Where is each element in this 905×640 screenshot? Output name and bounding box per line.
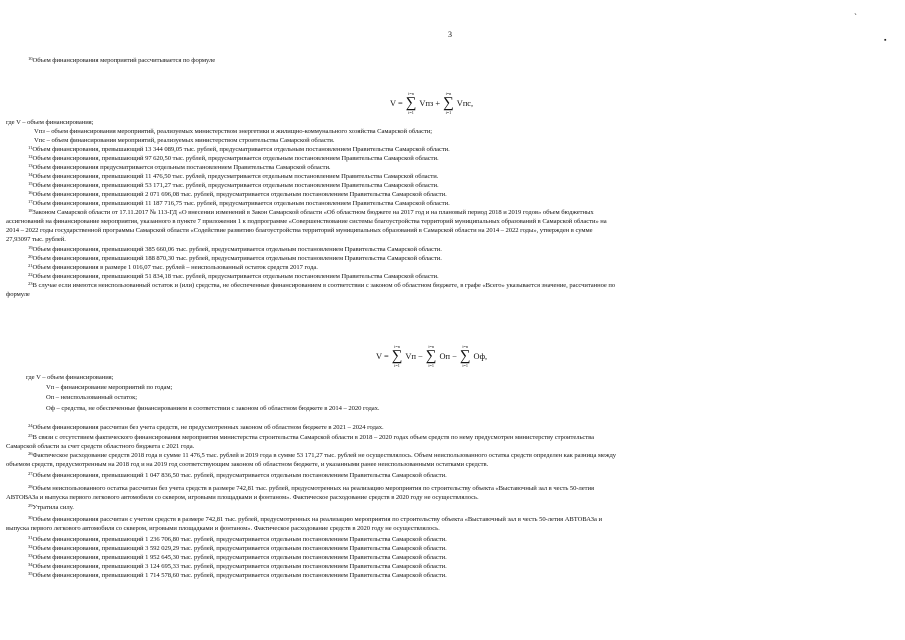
footnote-line: $^{35}$Объем финансирования, превышающий 1 714 578,60 тыс. рублей, предусматривается отдельным постановлением Правительства Самарской области.	[28, 570, 447, 579]
footnote-line: ассигнований на финансирование мероприятия, указанного в пункте 7 приложения 1 к подпрограмме «Совершенствование системы благоустройства территорий муниципальных образований в Самарской области» на	[6, 218, 607, 225]
formula-term: Vпс,	[456, 98, 474, 108]
formula-volume-1	[388, 86, 475, 120]
page-number: 3	[448, 30, 452, 39]
footnote-line: Самарской области за счет средств областного бюджета с 2021 года.	[6, 443, 195, 450]
footnote-line: $^{11}$Объем финансирования, превышающий 13 344 089,05 тыс. рублей, предусматривается отдельным постановлением Правительства Самарской области.	[28, 144, 450, 153]
footnote-line: $^{30}$Объем финансирования рассчитан с учетом средств в размере 742,81 тыс. рублей, предусмотренных на реализацию мероприятия по строительству объекта «Выставочный зал в честь 50-летия АВТОВАЗа и	[28, 514, 602, 523]
footnote-line: $^{13}$Объем финансирования предусматривается отдельным постановлением Правительства Самарской области.	[28, 162, 331, 171]
formula-term: Vпз +	[419, 98, 441, 108]
footnote-line: $^{20}$Объем финансирования, превышающий 188 870,30 тыс. рублей, предусматривается отдельным постановлением Правительства Самарской области.	[28, 253, 442, 262]
footnote-line: где V – объем финансирования;	[26, 374, 114, 381]
footnote-line: Оп – неиспользованный остаток;	[46, 394, 138, 401]
footnote-line: где V – объем финансирования;	[6, 119, 94, 126]
footnote-line: $^{14}$Объем финансирования, превышающий 11 476,50 тыс. рублей, предусматривается отдельным постановлением Правительства Самарской области.	[28, 171, 439, 180]
footnote-line: $^{12}$Объем финансирования, превышающий 97 620,50 тыс. рублей, предусматривается отдельным постановлением Правительства Самарской области.	[28, 153, 439, 162]
formula-lhs: V =	[376, 351, 389, 361]
formula-term: Vп −	[405, 351, 423, 361]
footnote-line: $^{21}$Объем финансирования в размере 1 016,07 тыс. рублей – неиспользованный остаток средств 2017 года.	[28, 262, 318, 271]
sum-symbol: i=n ∑ i=1	[391, 344, 403, 368]
footnote-line: $^{17}$Объем финансирования, превышающий 11 187 716,75 тыс. рублей, предусматривается отдельным постановлением Правительства Самарской области.	[28, 198, 450, 207]
footnote-line: $^{25}$В связи с отсутствием фактического финансирования мероприятия министерства строительства Самарской области в 2018 – 2020 годах объем средств по нему предусмотрен министерству строительства	[28, 432, 594, 441]
footnote-line: $^{10}$Объем финансирования мероприятий рассчитывается по формуле	[28, 55, 216, 64]
footnote-line: $^{18}$Законом Самарской области от 17.11.2017 № 113-ГД «О внесении изменений в Закон Самарской области «Об областном бюджете на 2017 год и на плановый период 2018 и 2019 годов» объем бюджетных	[28, 207, 594, 216]
footnote-line: АВТОВАЗа и выпуска первого легкового автомобиля со сквером, игровыми площадками и фонтаном». Фактическое расходование средств в 2020 году не осуществлялось.	[6, 494, 479, 501]
footnote-line: $^{29}$Утратила силу.	[28, 502, 74, 511]
sum-symbol: i=n ∑ i=1	[443, 91, 454, 115]
footnote-line: $^{27}$Объем финансирования, превышающий 1 047 836,50 тыс. рублей, предусматривается отдельным постановлением Правительства Самарской области.	[28, 470, 447, 479]
footnote-line: Vп – финансирование мероприятий по годам;	[46, 384, 173, 391]
corner-mark-top: `	[854, 12, 857, 22]
corner-mark-right: ▪	[884, 36, 887, 44]
formula-term: Оф,	[473, 351, 488, 361]
formula-lhs: V =	[390, 98, 403, 108]
footnote-line: Vпз – объем финансирования мероприятий, реализуемых министерством энергетики и жилищно-коммунального хозяйства Самарской области;	[34, 128, 433, 135]
footnote-line: $^{23}$В случае если имеются неиспользованный остаток и (или) средства, не обеспеченные финансированием в соответствии с законом об областном бюджете, в графе «Всего» указывается значение, рассчитанное по	[28, 280, 616, 289]
footnote-line: Оф – средства, не обеспеченные финансированием в соответствии с законом об областном бюджете в 2014 – 2020 годах.	[46, 405, 380, 412]
footnote-line: 2014 – 2022 годы государственной программы Самарской области «Содействие развитию благоустройства территорий муниципальных образований в Самарской области на 2014 – 2022 годы», утвержден в сумме	[6, 227, 593, 234]
footnote-line: объемом средств, предусмотренным на 2018 год и на 2019 год соответствующим законом об областном бюджете, и указанными ранее неиспользованными остатками средств.	[6, 461, 489, 468]
footnote-line: 27,93097 тыс. рублей.	[6, 236, 66, 243]
formula-term: Оп −	[439, 351, 457, 361]
sum-symbol: i=n ∑ i=1	[459, 344, 471, 368]
sum-symbol: i=n ∑ i=1	[405, 91, 417, 115]
footnote-line: $^{33}$Объем финансирования, превышающий 1 952 645,30 тыс. рублей, предусматривается отдельным постановлением Правительства Самарской области.	[28, 552, 447, 561]
formula-volume-2	[374, 339, 489, 373]
footnote-line: $^{34}$Объем финансирования, превышающий 3 124 695,33 тыс. рублей, предусматривается отдельным постановлением Правительства Самарской области.	[28, 561, 447, 570]
footnote-line: $^{16}$Объем финансирования, превышающий 2 071 696,08 тыс. рублей, предусматривается отдельным постановлением Правительства Самарской области.	[28, 189, 447, 198]
footnote-line: формуле	[6, 291, 30, 298]
footnote-line: выпуска первого легкового автомобиля со сквером, игровыми площадками и фонтаном». Фактическое расходование средств в 2020 году не осуществлялось.	[6, 525, 440, 532]
sum-symbol: i=n ∑ i=1	[425, 344, 437, 368]
footnote-line: $^{22}$Объем финансирования, превышающий 51 834,18 тыс. рублей, предусматривается отдельным постановлением Правительства Самарской области.	[28, 271, 439, 280]
footnote-line: $^{26}$Фактическое расходование средств 2018 года в сумме 11 476,5 тыс. рублей и 2019 года в сумме 53 171,27 тыс. рублей не осуществлялось. Объем неиспользованного остатка средств определен как разница между	[28, 450, 617, 459]
footnote-line: $^{24}$Объем финансирования рассчитан без учета средств, не предусмотренных законом об областном бюджете в 2021 – 2024 годах.	[28, 422, 384, 431]
footnote-line: $^{15}$Объем финансирования, превышающий 53 171,27 тыс. рублей, предусматривается отдельным постановлением Правительства Самарской области.	[28, 180, 439, 189]
footnote-line: $^{32}$Объем финансирования, превышающий 3 592 029,29 тыс. рублей, предусматривается отдельным постановлением Правительства Самарской области.	[28, 543, 447, 552]
footnote-line: Vпс – объем финансирования мероприятий, реализуемых министерством строительства Самарской области.	[34, 137, 335, 144]
footnote-line: $^{28}$Объем неиспользованного остатка рассчитан без учета средств в размере 742,81 тыс. рублей, предусмотренных на реализацию мероприятия по строительству объекта «Выставочный зал в честь 50-летия	[28, 483, 594, 492]
footnote-line: $^{31}$Объем финансирования, превышающий 1 236 706,80 тыс. рублей, предусматривается отдельным постановлением Правительства Самарской области.	[28, 534, 447, 543]
footnote-line: $^{19}$Объем финансирования, превышающий 385 660,06 тыс. рублей, предусматривается отдельным постановлением Правительства Самарской области.	[28, 244, 442, 253]
